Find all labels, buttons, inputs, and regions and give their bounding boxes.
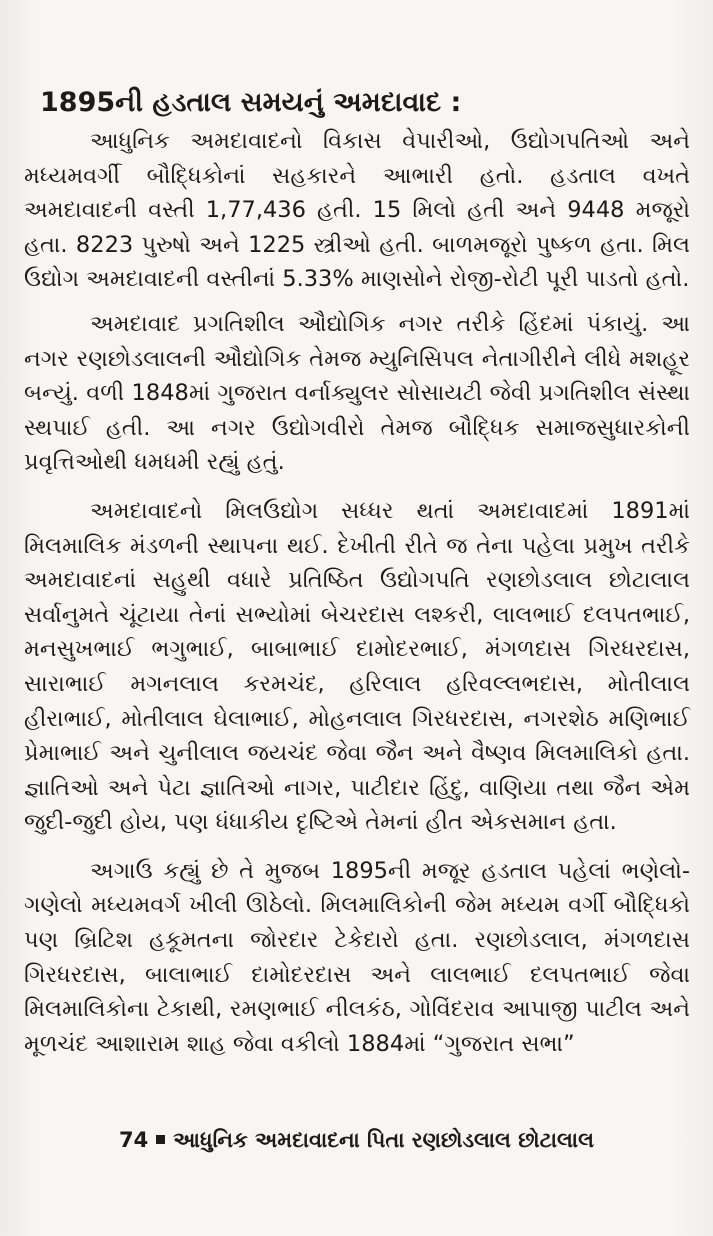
page-footer bbox=[0, 1128, 713, 1153]
section-heading: 1895ની હડતાલ સમયનું અમદાવાદ : bbox=[40, 87, 462, 118]
paragraph-2: અમદાવાદ પ્રગતિશીલ ઔદ્યોગિક નગર તરીકે હિંદમાં પંકાયું. આ નગર રણછોડલાલની ઔદ્યોગિક તેમજ મ્યુનિસિપલ નેતાગીરીને લીધે મશહૂર બન્યું. વળી 1848માં ગુજરાત વર્નાક્યુલર સોસાયટી જેવી પ્રગતિશીલ સંસ્થા સ્થપાઈ હતી. આ નગર ઉદ્યોગવીરો તેમજ બૌદ્ધિક સમાજસુધારકોની પ્રવૃત્તિઓથી ધમધમી રહ્યું હતું. bbox=[24, 310, 690, 476]
paragraph-1: આધુનિક અમદાવાદનો વિકાસ વેપારીઓ, ઉદ્યોગપતિઓ અને મધ્યમવર્ગી બૌદ્ધિકોનાં સહકારને આભારી હતો. હડતાલ વખતે અમદાવાદની વસ્તી 1,77,436 હતી. 15 મિલો હતી અને 9448 મજૂરો હતા. 8223 પુરુષો અને 1225 સ્ત્રીઓ હતી. બાળમજૂરો પુષ્કળ હતા. મિલ ઉદ્યોગ અમદાવાદની વસ્તીનાં 5.33% માણસોને રોજી-રોટી પૂરી પાડતો હતો. bbox=[24, 128, 690, 293]
page-body bbox=[24, 84, 690, 1071]
running-title: આધુનિક અમદાવાદના પિતા રણછોડલાલ છોટાલાલ bbox=[173, 1128, 594, 1152]
page-number: 74 bbox=[119, 1128, 149, 1152]
paragraph-3: અમદાવાદનો મિલઉદ્યોગ સધ્ધર થતાં અમદાવાદમાં 1891માં મિલમાલિક મંડળની સ્થાપના થઈ. દેખીતી રીતે જ તેના પહેલા પ્રમુખ તરીકે અમદાવાદનાં સહુથી વધારે પ્રતિષ્ઠિત ઉદ્યોગપતિ રણછોડલાલ છોટાલાલ સર્વાનુમતે ચૂંટાયા તેનાં સભ્યોમાં બેચરદાસ લશ્કરી, લાલભાઈ દલપતભાઈ, મનસુખભાઈ ભગુભાઈ, બાબાભાઈ દામોદરભાઈ, મંગળદાસ ગિરધરદાસ, સારાભાઈ મગનલાલ કરમચંદ, હરિલાલ હરિવલ્લભદાસ, મોતીલાલ હીરાભાઈ, મોતીલાલ ઘેલાભાઈ, મોહનલાલ ગિરધરદાસ, નગરશેઠ મણિભાઈ પ્રેમાભાઈ અને ચુનીલાલ જયચંદ જેવા જૈન અને વૈષ્ણવ મિલમાલિકો હતા. જ્ઞાતિઓ અને પેટા જ્ઞાતિઓ નાગર, પાટીદાર હિંદુ, વાણિયા તથા જૈન એમ જુદી-જુદી હોય, પણ ધંધાકીય દૃષ્ટિએ તેમનાં હીત એકસમાન હતા. bbox=[24, 497, 690, 836]
square-bullet-icon bbox=[156, 1135, 165, 1144]
paragraph-4: અગાઉ કહ્યું છે તે મુજબ 1895ની મજૂર હડતાલ પહેલાં ભણેલો-ગણેલો મધ્યમવર્ગ ખીલી ઊઠેલો. મિલમાલિકોની જેમ મધ્યમ વર્ગી બૌદ્ધિકો પણ બ્રિટિશ હકૂમતના જોરદાર ટેકેદારો હતા. રણછોડલાલ, મંગળદાસ ગિરધરદાસ, બાલાભાઈ દામોદરદાસ અને લાલભાઈ દલપતભાઈ જેવા મિલમાલિકોના ટેકાથી, રમણભાઈ નીલકંઠ, ગોવિંદરાવ આપાજી પાટીલ અને મૂળચંદ આશારામ શાહ જેવા વકીલો 1884માં “ગુજરાત સભા” bbox=[24, 857, 690, 1057]
